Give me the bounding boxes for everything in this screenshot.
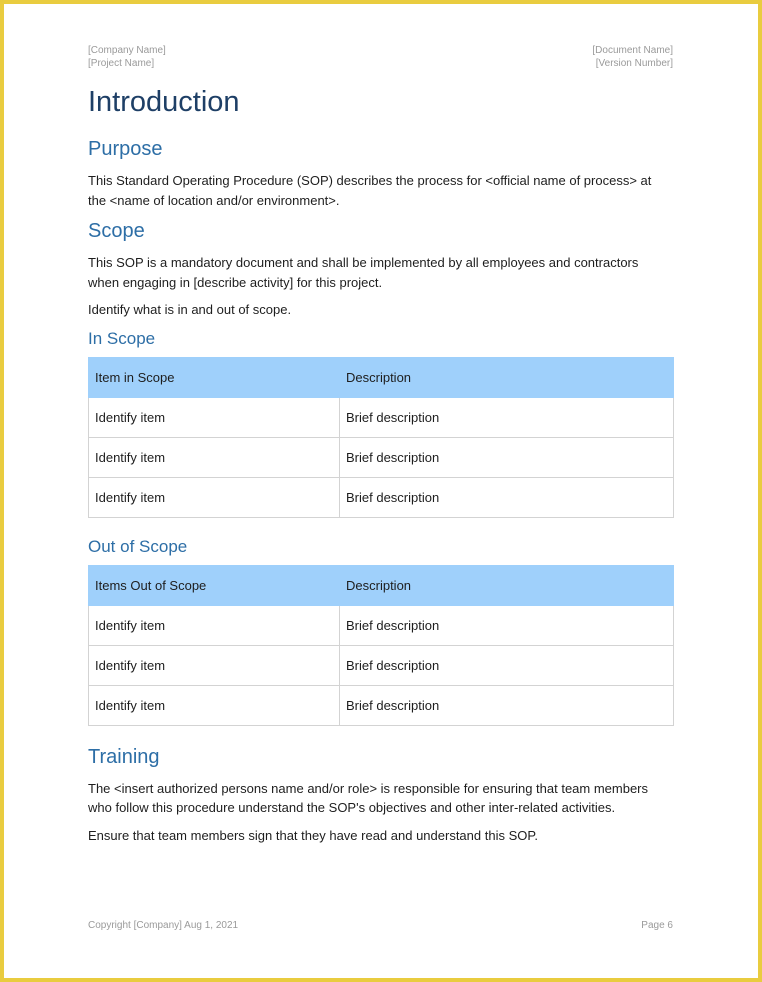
header-project: [Project Name] (88, 58, 155, 69)
table-cell: Brief description (340, 685, 674, 725)
table-cell: Identify item (89, 685, 340, 725)
table-cell: Brief description (340, 477, 674, 517)
table-cell: Brief description (340, 645, 674, 685)
page-number: Page 6 (641, 920, 673, 931)
table-cell: Identify item (89, 645, 340, 685)
scope-heading: Scope (88, 220, 145, 242)
column-header: Description (340, 357, 674, 397)
training-text: The <insert authorized persons name and/or role> is responsible for ensuring that team members who follow this procedure understand the SOP's objectives and other inter-related activities. (88, 780, 649, 815)
purpose-text: This Standard Operating Procedure (SOP) describes the process for <official name of process> at the <name of location and/or environment>. (88, 173, 652, 208)
scope-text: This SOP is a mandatory document and shall be implemented by all employees and contractors when engaging in [describe activity] for this project. (88, 255, 639, 290)
table-cell: Brief description (340, 605, 674, 645)
page-title: Introduction (88, 86, 240, 118)
table-cell: Brief description (340, 397, 674, 437)
table-row (89, 685, 674, 725)
table-row (89, 605, 674, 645)
column-header: Description (340, 565, 674, 605)
training-note: Ensure that team members sign that they have read and understand this SOP. (88, 827, 538, 843)
column-header: Items Out of Scope (89, 565, 340, 605)
column-header: Item in Scope (89, 357, 340, 397)
table-cell: Brief description (340, 437, 674, 477)
out-of-scope-table (88, 565, 674, 726)
table-row (89, 397, 674, 437)
header-document: [Document Name] (592, 45, 673, 56)
header-right (592, 44, 673, 70)
in-scope-heading: In Scope (88, 328, 156, 348)
table-cell: Identify item (89, 605, 340, 645)
purpose-heading: Purpose (88, 138, 163, 160)
out-of-scope-heading: Out of Scope (88, 536, 188, 556)
page-header (88, 44, 673, 70)
table-cell: Identify item (89, 437, 340, 477)
in-scope-table (88, 357, 674, 518)
table-row (89, 437, 674, 477)
header-company: [Company Name] (88, 45, 166, 56)
document-body (88, 84, 673, 853)
page-footer (88, 920, 673, 931)
table-cell: Identify item (89, 477, 340, 517)
header-left (88, 44, 166, 70)
header-version: [Version Number] (595, 58, 673, 69)
document-page (4, 4, 758, 978)
training-heading: Training (88, 745, 160, 768)
table-header-row (89, 565, 674, 605)
table-cell: Identify item (89, 397, 340, 437)
footer-copyright: Copyright [Company] Aug 1, 2021 (88, 920, 239, 931)
table-header-row (89, 357, 674, 397)
scope-note: Identify what is in and out of scope. (88, 302, 292, 317)
table-row (89, 645, 674, 685)
table-row (89, 477, 674, 517)
